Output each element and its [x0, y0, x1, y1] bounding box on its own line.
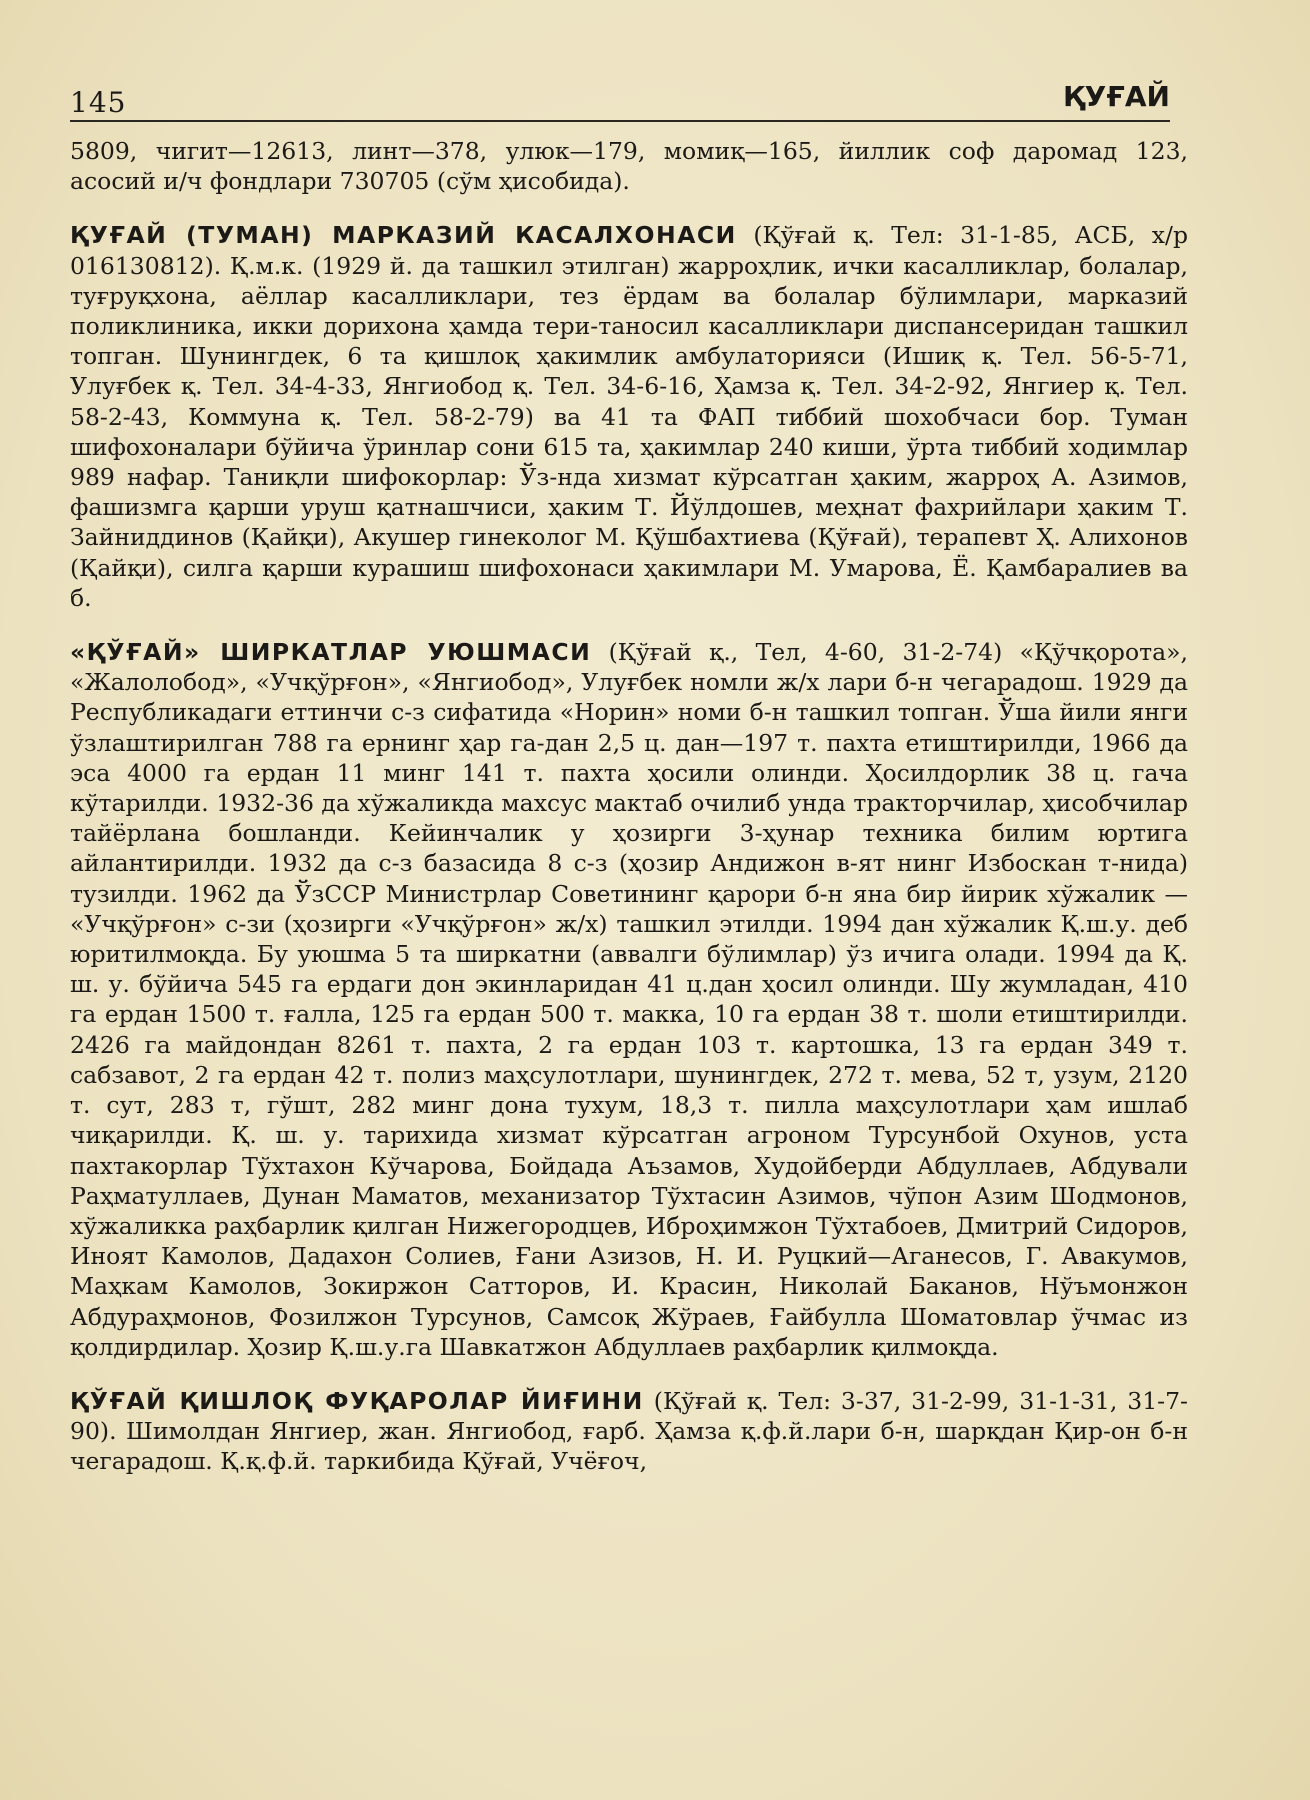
- entry-text: (Қўғай қ. Тел: 3-37, 31-2-99, 31-1-31, 31-7-90). Шимолдан Янгиер, жан. Янгиобод, ғарб. Ҳамза қ.ф.й.лари б-н, шарқдан Қир-он б-н чегарадош. Қ.қ.ф.й. таркибида Қўғай, Учёғоч,: [70, 1386, 1188, 1476]
- page-number: 145: [70, 86, 127, 119]
- entry-title: «ҚЎҒАЙ» ШИРКАТЛАР УЮШМАСИ: [70, 638, 592, 667]
- entry-village-assembly: [70, 1386, 1188, 1477]
- article-body: [70, 136, 1188, 1501]
- entry-continuation: [70, 136, 1188, 196]
- entry-cooperative-union: [70, 637, 1188, 1362]
- entry-central-hospital: [70, 220, 1188, 613]
- entry-text: (Қўғай қ. Тел: 31-1-85, АСБ, х/р 016130812). Қ.м.к. (1929 й. да ташкил этилган) жарроҳлик, ички касалликлар, болалар, туғруқхона, аёллар касалликлари, тез ёрдам ва болалар бўлимлари, марказий поликлиника, икки дорихона ҳамда тери-таносил касалликлари диспансеридан ташкил топган. Шунингдек, 6 та қишлоқ ҳакимлик амбулаторияси (Ишиқ қ. Тел. 56-5-71, Улуғбек қ. Тел. 34-4-33, Янгиобод қ. Тел. 34-6-16, Ҳамза қ. Тел. 34-2-92, Янгиер қ. Тел. 58-2-43, Коммуна қ. Тел. 58-2-79) ва 41 та ФАП тиббий шохобчаси бор. Туман шифохоналари бўйича ўринлар сони 615 та, ҳакимлар 240 киши, ўрта тиббий ходимлар 989 нафар. Таниқли шифокорлар: Ўз-нда хизмат кўрсатган ҳаким, жарроҳ А. Азимов, фашизмга қарши уруш қатнашчиси, ҳаким Т. Йўлдошев, меҳнат фахрийлари ҳаким Т. Зайниддинов (Қайқи), Акушер гинеколог М. Қўшбахтиева (Қўғай), терапевт Ҳ. Алихонов (Қайқи), силга қарши курашиш шифохонаси ҳакимлари М. Умарова, Ё. Қамбаралиев ва б.: [70, 221, 1188, 612]
- page-header: [70, 78, 1170, 122]
- entry-title: ҚЎҒАЙ ҚИШЛОҚ ФУҚАРОЛАР ЙИҒИНИ: [70, 1386, 644, 1415]
- entry-title: ҚУҒАЙ (ТУМАН) МАРКАЗИЙ КАСАЛХОНАСИ: [70, 221, 737, 250]
- entry-text: (Қўғай қ., Тел, 4-60, 31-2-74) «Қўчқорота», «Жалолобод», «Учқўрғон», «Янгиобод», Улуғбек номли ж/х лари б-н чегарадош. 1929 да Республикадаги еттинчи с-з сифатида «Норин» номи б-н ташкил топган. Ўша йили янги ўзлаштирилган 788 га ернинг ҳар га-дан 2,5 ц. дан—197 т. пахта етиштирилди, 1966 да эса 4000 га ердан 11 минг 141 т. пахта ҳосили олинди. Ҳосилдорлик 38 ц. гача кўтарилди. 1932-36 да хўжаликда махсус мактаб очилиб унда тракторчилар, ҳисобчилар тайёрлана бошланди. Кейинчалик у ҳозирги 3-ҳунар техника билим юртига айлантирилди. 1932 да с-з базасида 8 с-з (ҳозир Андижон в-ят нинг Избоскан т-нида) тузилди. 1962 да ЎзССР Министрлар Советининг қарори б-н яна бир йирик хўжалик — «Учқўрғон» с-зи (ҳозирги «Учқўрғон» ж/х) ташкил этилди. 1994 дан хўжалик Қ.ш.у. деб юритилмоқда. Бу уюшма 5 та ширкатни (аввалги бўлимлар) ўз ичига олади. 1994 да Қ. ш. у. бўйича 545 га ердаги дон экинларидан 41 ц.дан ҳосил олинди. Шу жумладан, 410 га ердан 1500 т. ғалла, 125 га ердан 500 т. макка, 10 га ердан 38 т. шоли етиштирилди. 2426 га майдондан 8261 т. пахта, 2 га ердан 103 т. картошка, 13 га ердан 349 т. сабзавот, 2 га ердан 42 т. полиз маҳсулотлари, шунингдек, 272 т. мева, 52 т, узум, 2120 т. сут, 283 т, гўшт, 282 минг дона тухум, 18,3 т. пилла маҳсулотлари ҳам ишлаб чиқарилди. Қ. ш. у. тарихида хизмат кўрсатган агроном Турсунбой Охунов, уста пахтакорлар Тўхтахон Кўчарова, Бойдада Аъзамов, Худойберди Абдуллаев, Абдували Раҳматуллаев, Дунан Маматов, механизатор Тўхтасин Азимов, чўпон Азим Шодмонов, хўжаликка раҳбарлик қилган Нижегородцев, Иброҳимжон Тўхтабоев, Дмитрий Сидоров, Иноят Камолов, Дадахон Солиев, Ғани Азизов, Н. И. Руцкий—Аганесов, Г. Авакумов, Маҳкам Камолов, Зокиржон Сатторов, И. Красин, Николай Баканов, Нўъмонжон Абдураҳмонов, Фозилжон Турсунов, Самсоқ Жўраев, Ғайбулла Шоматовлар ўчмас из қолдирдилар. Ҳозир Қ.ш.у.га Шавкатжон Абдуллаев раҳбарлик қилмоқда.: [70, 638, 1188, 1361]
- entry-text: 5809, чигит—12613, линт—378, улюк—179, момиқ—165, йиллик соф даромад 123, асосий и/ч фондлари 730705 (сўм ҳисобида).: [70, 137, 1188, 196]
- header-rule: [70, 120, 1170, 122]
- running-title: ҚУҒАЙ: [1062, 80, 1170, 113]
